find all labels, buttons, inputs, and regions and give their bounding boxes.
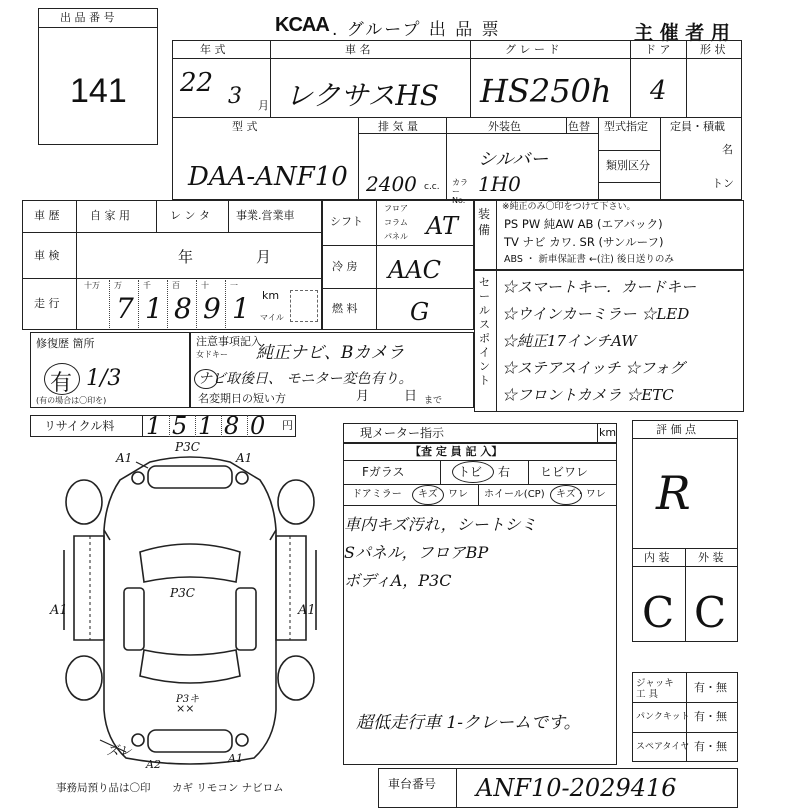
recycle-digit: 5 <box>172 412 188 440</box>
type-label: 型 式 <box>232 120 258 133</box>
sales-point-item: ☆スマートキー．カードキー <box>502 278 697 296</box>
year-value: 22 <box>180 68 214 98</box>
chip-label: トビ <box>458 465 483 479</box>
notes-sub-label: 女ドキー <box>196 350 228 359</box>
exterior-label: 外 装 <box>698 551 724 564</box>
equipment-label: 装 備 <box>478 207 491 237</box>
form-title: . グループ 出 品 票 <box>332 20 501 40</box>
inspector-note: 超低走行車 1-クレームです。 <box>356 713 581 733</box>
mileage-digit-value: 7 <box>116 292 134 325</box>
private-use-label: 自 家 用 <box>90 209 130 222</box>
mileage-digit-cell <box>196 280 225 328</box>
crack-label: ヒビワレ <box>540 465 589 479</box>
equipment-note: ※純正のみ〇印をつけて下さい。 <box>502 202 636 212</box>
lot-number: 141 <box>70 72 127 110</box>
floor-label: フロア <box>384 204 408 213</box>
notes-line-2: ナビ取後日、 モニター変色有り。 <box>198 371 413 387</box>
damage-mark-rear-bumper: A2 <box>146 758 161 771</box>
damage-mark-front-left: A1 <box>116 451 133 465</box>
color-value: シルバー <box>478 149 549 170</box>
wheel-scratch: キズ・ワレ <box>556 489 606 500</box>
color-no-value: 1H0 <box>478 172 521 196</box>
meter-label: 現メーター指示 <box>360 426 445 440</box>
inspection-year-label: 年 <box>178 248 194 266</box>
model-value: レクサスHS <box>285 79 439 112</box>
grade-label: グ レ ー ド <box>505 43 560 56</box>
repair-circle <box>44 363 80 395</box>
mileage-digit-label: 千 <box>143 281 151 290</box>
mileage-digit-label: 十 <box>201 281 209 290</box>
recycle-digit-divider <box>195 415 196 437</box>
sales-point-item: ☆ウインカーミラー ☆LED <box>502 305 690 323</box>
eval-value: R <box>656 466 691 520</box>
mile-label: マイル <box>260 313 284 322</box>
model-label: 車 名 <box>345 43 371 56</box>
door-mirror-crack: ワレ <box>448 489 468 500</box>
car-damage-diagram <box>40 440 340 780</box>
mileage-digit-cell <box>138 280 167 328</box>
damage-mark-left-side: A1 <box>50 603 68 618</box>
mileage-digit-label: 十万 <box>84 281 100 290</box>
office-label: 事務局預り品は〇印 <box>56 782 151 794</box>
mileage-digit-label: 百 <box>172 281 180 290</box>
shift-label: シフト <box>330 215 363 228</box>
meter-unit: km <box>599 426 617 439</box>
rental-label: レ ン タ <box>170 209 210 222</box>
sales-point-item: ☆ステアスイッチ ☆フォグ <box>502 359 685 377</box>
shift-value: AT <box>426 212 459 240</box>
color-no-label: カラー No. <box>452 178 468 205</box>
notes-line-1: 純正ナビ、Bカメラ <box>256 343 405 363</box>
inspection-label: 車 検 <box>34 249 60 262</box>
interior-value: C <box>642 588 675 637</box>
brand-logo: KCAA <box>275 14 329 36</box>
mileage-digit-value: 8 <box>174 292 192 325</box>
repaint-label: 色替 <box>568 120 590 133</box>
km-label: km <box>262 289 280 302</box>
office-items: カギ リモコン ナビロム <box>172 782 284 794</box>
panel-label: パネル <box>384 232 408 241</box>
wheel-label: ホイール(CP) <box>484 489 545 500</box>
inspection-month-label: 月 <box>256 248 272 266</box>
displacement-value: 2400 <box>366 172 417 196</box>
equipment-line-1: PS PW 純AW AB (エアバック) <box>504 217 663 231</box>
ac-label: 冷 房 <box>332 260 358 273</box>
notes-label: 注意事項記入 <box>196 335 262 348</box>
damage-mark-right-side: A1 <box>298 603 316 618</box>
mileage-digit-value: 9 <box>203 292 221 325</box>
recycle-digit: 0 <box>250 412 266 440</box>
puncture-kit-label: パンクキット <box>636 712 690 722</box>
f-glass-label: Fガラス <box>362 465 405 479</box>
history-label: 車 歴 <box>34 209 60 222</box>
business-use-label: 事業.営業車 <box>236 209 295 222</box>
scratch-circle-1 <box>412 485 444 505</box>
sales-point-item: ☆フロントカメラ ☆ETC <box>502 386 674 404</box>
mileage-digit-value: 1 <box>145 292 163 325</box>
persons-unit: 名 <box>722 143 733 156</box>
interior-label: 内 装 <box>644 551 670 564</box>
recycle-digit: 1 <box>198 412 214 440</box>
notes-until-label: まで <box>424 396 443 406</box>
door-mirror-label: ドアミラー <box>352 489 402 500</box>
lot-number-label: 出 品 番 号 <box>60 11 115 24</box>
mileage-digit-label: 万 <box>114 281 122 290</box>
notes-day-label: 日 <box>404 389 418 404</box>
color-label: 外装色 <box>488 120 521 133</box>
mileage-label: 走 行 <box>34 297 60 310</box>
repair-sub-label: (有の場合は〇印を) <box>36 396 107 405</box>
sales-point-item: ☆純正17インチAW <box>502 332 637 350</box>
scratch-circle-2 <box>550 485 582 505</box>
short-expiry-label: 名変期日の短い方 <box>198 392 286 405</box>
displacement-unit: c.c. <box>424 182 440 192</box>
exterior-value: C <box>694 588 727 637</box>
recycle-digit: 1 <box>146 412 162 440</box>
mileage-digit-value: 1 <box>232 292 250 325</box>
inspector-header: 【査 定 員 記 入】 <box>410 445 503 458</box>
doors-value: 4 <box>650 76 667 106</box>
chassis-value: ANF10-2029416 <box>476 774 677 802</box>
repair-note-value: 1/3 <box>86 366 122 391</box>
eval-label: 評 価 点 <box>656 423 696 436</box>
recycle-digit: 8 <box>224 412 240 440</box>
jack-label: ジャッキ 工 具 <box>636 678 674 700</box>
type-value: DAA-ANF10 <box>188 162 348 192</box>
month-suffix: 月 <box>258 99 269 112</box>
damage-mark-front-right: A1 <box>236 451 253 465</box>
mileage-digit-cell <box>80 280 109 328</box>
sales-points-label: セールスポイント <box>479 276 490 387</box>
doors-label: ド ア <box>645 43 671 56</box>
inspector-comment-line: 車内キズ汚れ，シートシミ <box>344 515 537 534</box>
damage-mark-trunk: P3キ <box>176 694 200 705</box>
recycle-digit-divider <box>221 415 222 437</box>
organizer-label: 主 催 者 用 <box>634 22 730 44</box>
damage-mark-roof: P3C <box>170 586 195 600</box>
notes-month-label: 月 <box>356 389 370 404</box>
inspector-comment-line: ボディA，P3C <box>344 571 452 590</box>
damage-mark-rear-left-offset: ズレ <box>106 744 133 759</box>
damage-mark-trunk-x: ×× <box>176 702 195 715</box>
month-value: 3 <box>228 84 242 109</box>
grade-value: HS250h <box>480 72 612 110</box>
spare-tire-label: スペアタイヤ <box>636 742 690 752</box>
equipment-line-2: TV ナビ カワ. SR (サンルーフ) <box>504 235 664 249</box>
category-label: 類別区分 <box>606 159 650 172</box>
damage-mark-front-bumper: P3C <box>175 440 200 454</box>
inspector-comment-line: Sパネル，フロアBP <box>344 543 489 562</box>
type-designation-label: 型式指定 <box>604 120 648 133</box>
spare-tire-value: 有・無 <box>694 740 727 753</box>
chip-right-label: 右 <box>498 465 511 479</box>
mile-checkbox <box>290 290 318 322</box>
repair-value: 有 <box>50 371 73 396</box>
year-label: 年 式 <box>200 43 226 56</box>
displacement-label: 排 気 量 <box>378 120 418 133</box>
body-label: 形 状 <box>700 43 726 56</box>
ton-unit: トン <box>712 177 734 190</box>
fuel-value: G <box>410 298 430 326</box>
capacity-label: 定員・積載 <box>670 120 725 133</box>
column-label: コラム <box>384 218 408 227</box>
recycle-label: リサイクル料 <box>44 419 115 433</box>
damage-mark-rear-right: A1 <box>228 752 243 765</box>
recycle-unit: 円 <box>282 419 293 432</box>
mileage-digit-cell <box>225 280 254 328</box>
recycle-digit-divider <box>169 415 170 437</box>
mileage-digit-label: 一 <box>230 281 238 290</box>
equipment-line-3: ABS ・ 新車保証書 ←(注) 後日送りのみ <box>504 254 674 265</box>
mileage-digit-cell <box>109 280 138 328</box>
chassis-label: 車台番号 <box>388 777 437 791</box>
mileage-digit-cell <box>167 280 196 328</box>
puncture-kit-value: 有・無 <box>694 710 727 723</box>
fuel-label: 燃 料 <box>332 302 358 315</box>
recycle-digit-divider <box>247 415 248 437</box>
jack-value: 有・無 <box>694 681 727 694</box>
repair-label: 修復歴 箇所 <box>36 337 95 350</box>
chip-circle <box>452 461 494 483</box>
ac-value: AAC <box>388 256 442 284</box>
door-mirror-scratch: キズ <box>418 489 438 500</box>
